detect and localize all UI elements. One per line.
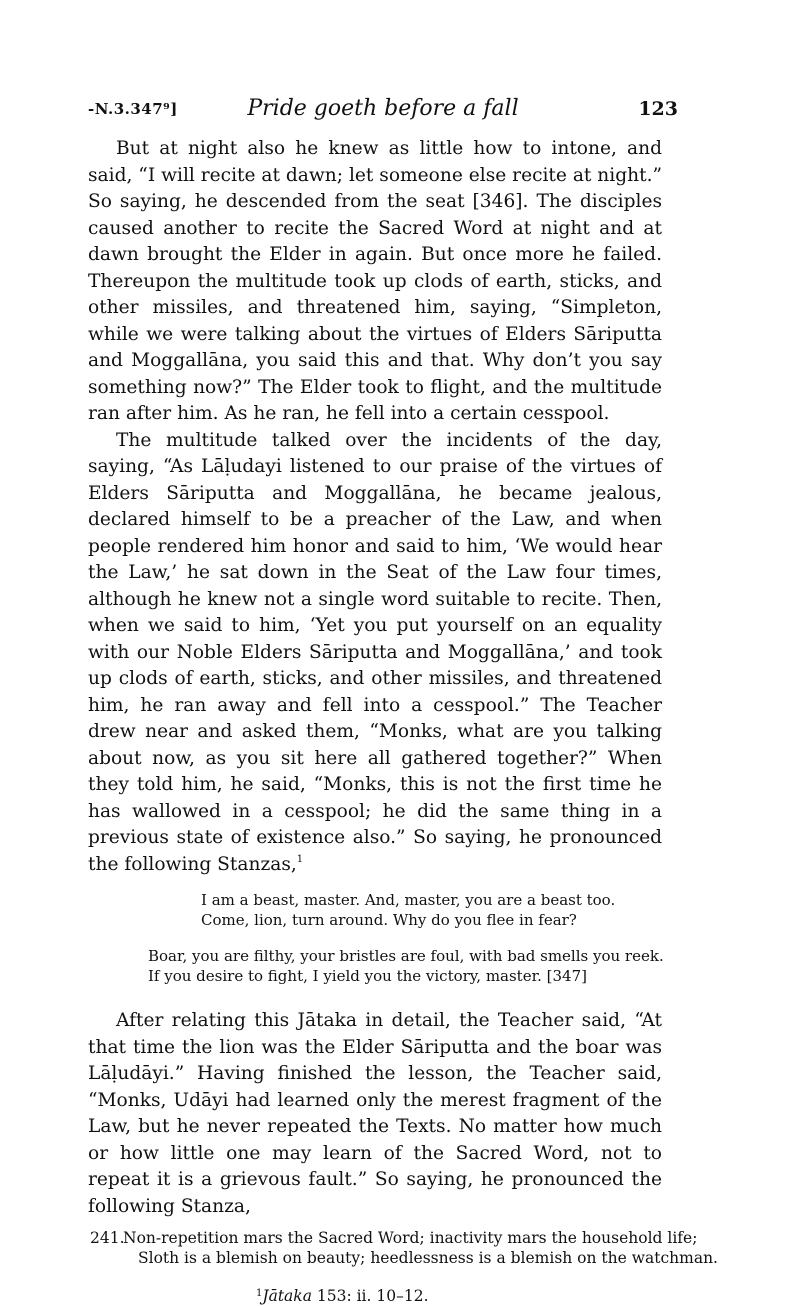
stanza-number: 241. (90, 1229, 125, 1247)
running-title: Pride goeth before a fall (247, 96, 519, 121)
verse-line: Boar, you are filthy, your bristles are foul, with bad smells you reek. (148, 947, 664, 965)
footnote (88, 1284, 662, 1306)
body-text (88, 136, 718, 1306)
numbered-stanza (90, 1228, 718, 1268)
paragraph-1: But at night also he knew as little how to intone, and said, “I will recite at dawn; let someone else recite at night.” So saying, he descended from the seat [346]. The disciples caused another to recite the Sacred Word at night and at dawn brought the Elder in again. But once more he failed. Thereupon the multitude took up clods of earth, sticks, and other missiles, and threatened him, saying, “Simpleton, while we were talking about the virtues of Elders Sāriputta and Moggallāna, you said this and that. Why don’t you say something now?” The Elder took to flight, and the multitude ran after him. As he ran, he fell into a certain cesspool. (88, 138, 662, 424)
running-header (88, 96, 678, 126)
footnote-number: 1 (256, 1288, 263, 1299)
footnote-marker: 1 (296, 853, 304, 865)
footnote-reference: 153: ii. 10–12. (311, 1287, 429, 1305)
stanza-line-1 (90, 1228, 698, 1248)
verse-stanza-1 (88, 890, 662, 930)
paragraph-3: After relating this Jātaka in detail, the Teacher said, “At that time the lion was the Elder Sāriputta and the boar was Lāḷudāyi.” Having finished the lesson, the Teacher said, “Monks, Udāyi had learned only the merest fragment of the Law, but he never repeated the Texts. No matter how much or how little one may learn of the Sacred Word, not to repeat it is a grievous fault.” So saying, he pronounced the following Stanza, (88, 1010, 662, 1217)
page-number: 123 (638, 98, 678, 120)
verse-line: If you desire to fight, I yield you the victory, master. [347] (148, 967, 587, 985)
verse-line: I am a beast, master. And, master, you are a beast too. (201, 891, 616, 909)
verse-stanza-2 (88, 946, 662, 986)
stanza-line-2: Sloth is a blemish on beauty; heedlessness is a blemish on the watchman. (138, 1249, 718, 1267)
verse-line: Come, lion, turn around. Why do you flee in fear? (201, 911, 577, 929)
paragraph-2 (88, 428, 662, 879)
section-reference: -N.3.347⁹] (88, 100, 178, 118)
stanza-text: Non-repetition mars the Sacred Word; inactivity mars the household life; (123, 1229, 698, 1247)
paragraph-2-text: The multitude talked over the incidents of the day, saying, “As Lāḷudayi listened to our praise of the virtues of Elders Sāriputta and Moggallāna, he became jealous, declared himself to be a preacher of the Law, and when people rendered him honor and said to him, ‘We would hear the Law,’ he sat down in the Seat of the Law four times, although he knew not a single word suitable to recite. Then, when we said to him, ‘Yet you put yourself on an equality with our Noble Elders Sāriputta and Moggallāna,’ and took up clods of earth, sticks, and other missiles, and threatened him, he ran away and fell into a cesspool.” The Teacher drew near and asked them, “Monks, what are you talking about now, as you sit here all gathered together?” When they told him, he said, “Monks, this is not the first time he has wallowed in a cesspool; he did the same thing in a previous state of existence also.” So saying, he pronounced the following Stanzas, (88, 429, 662, 875)
footnote-work: Jātaka (262, 1287, 312, 1305)
